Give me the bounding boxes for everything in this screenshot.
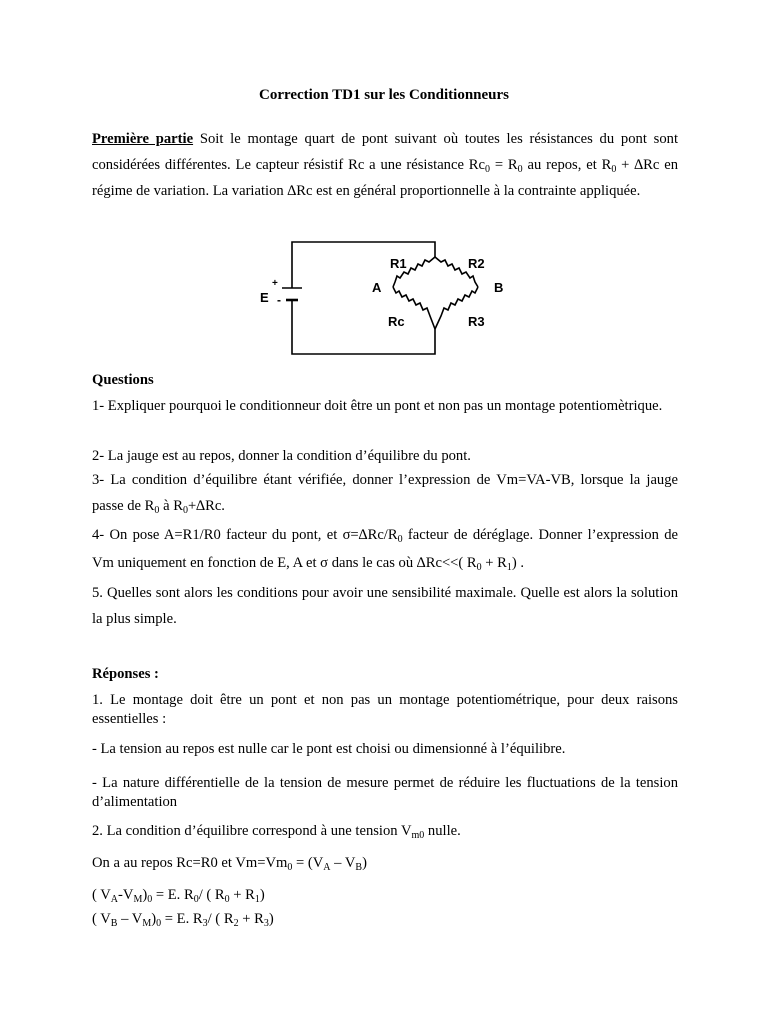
questions-heading: Questions [92, 372, 154, 388]
answer-1: 1. Le montage doit être un pont et non pas un montage potentiométrique, pour deux raisons essentielles : [92, 692, 678, 727]
question-4-text: + R [481, 555, 507, 571]
bottom-wire [292, 300, 435, 354]
question-1: 1- Expliquer pourquoi le conditionneur doit être un pont et non pas un montage potentiomètrique. [92, 398, 663, 414]
subscript: B [355, 862, 363, 873]
subscript: 0 [193, 894, 199, 905]
subscript: 0 [224, 894, 230, 905]
subscript: B [110, 918, 118, 929]
question-2: 2- La jauge est au repos, donner la condition d’équilibre du pont. [92, 448, 471, 464]
label-r3: R3 [468, 314, 485, 329]
question-3 [92, 467, 678, 519]
label-minus: - [277, 293, 281, 307]
part1-text: au repos, et R [522, 157, 612, 173]
answer-1-bullet-1: - La tension au repos est nulle car le pont est choisi ou dimensionné à l’équilibre. [92, 741, 566, 757]
question-4-text: facteur de déréglage. Donner l’expression de Vm uniquement en fonction de E, A et σ dans le cas où ∆Rc<<( R [92, 527, 678, 571]
subscript: 0 [517, 164, 523, 175]
label-r1: R1 [390, 256, 407, 271]
question-5: 5. Quelles sont alors les conditions pour avoir une sensibilité maximale. Quelle est alors la solution la plus simple. [92, 585, 678, 627]
equation-text: / ( R [198, 887, 225, 903]
subscript: M [142, 918, 152, 929]
equation-text: ) [142, 887, 148, 903]
subscript: 2 [233, 918, 239, 929]
part1-text: + ∆Rc en régime de variation. La variation ∆Rc est en général proportionnelle à la contrainte appliquée. [92, 157, 678, 199]
subscript: 0 [154, 505, 160, 516]
question-4-text: 4- On pose A=R1/R0 facteur du pont, et σ=∆Rc/R [92, 527, 398, 543]
part1-text: = R [490, 157, 518, 173]
subscript: 0 [156, 918, 162, 929]
equation-1 [92, 855, 678, 872]
part1-text: Soit le montage quart de pont suivant où toutes les résistances du pont sont considérées différentes. Le capteur résistif Rc a une résistance Rc [92, 131, 678, 173]
answer-2-text: nulle. [424, 823, 461, 839]
label-e: E [260, 290, 269, 305]
equation-text: ( V [92, 911, 111, 927]
equation-text: ( V [92, 887, 111, 903]
subscript: 0 [147, 894, 153, 905]
subscript: 1 [506, 562, 512, 573]
equation-3 [92, 911, 678, 928]
equation-2 [92, 887, 678, 904]
label-rc: Rc [388, 314, 405, 329]
page-title: Correction TD1 sur les Conditionneurs [258, 87, 510, 103]
top-wire [292, 242, 435, 288]
equation-text: = (V [292, 855, 324, 871]
circuit-wires [282, 242, 478, 354]
equation-text: ) [362, 855, 367, 871]
equation-text: = E. R [161, 911, 203, 927]
equation-text: ) [259, 887, 265, 903]
question-3-text: à R [159, 498, 183, 514]
equation-text: -V [118, 887, 134, 903]
subscript: A [110, 894, 119, 905]
subscript: 0 [485, 164, 490, 175]
subscript: 0 [397, 534, 403, 545]
equation-text: – V [117, 911, 143, 927]
question-4-text: ) . [511, 555, 525, 571]
label-node-a: A [372, 280, 382, 295]
equation-text: – V [330, 855, 356, 871]
answers-heading: Réponses : [92, 666, 159, 682]
subscript: 0 [611, 164, 617, 175]
answer-2 [92, 823, 678, 840]
question-3-text: +∆Rc. [187, 498, 225, 514]
question-3-text: 3- La condition d’équilibre étant vérifiée, donner l’expression de Vm=VA-VB, lorsque la jauge passe de R [92, 472, 678, 514]
equation-text: On a au repos Rc=R0 et Vm=Vm [92, 855, 288, 871]
label-r2: R2 [468, 256, 485, 271]
subscript: 1 [254, 894, 260, 905]
subscript: 3 [263, 918, 269, 929]
equation-text: = E. R [152, 887, 194, 903]
subscript: m0 [411, 830, 425, 841]
bridge-circuit-diagram [252, 230, 518, 360]
equation-text: / ( R [207, 911, 234, 927]
equation-text: ) [268, 911, 274, 927]
answer-1-bullet-2: - La nature différentielle de la tension de mesure permet de réduire les fluctuations de la tension d’alimentation [92, 775, 678, 810]
label-plus: + [272, 278, 278, 289]
subscript: M [133, 894, 143, 905]
subscript: 3 [202, 918, 208, 929]
label-node-b: B [494, 280, 504, 295]
equation-text: ) [151, 911, 157, 927]
subscript: 0 [287, 862, 293, 873]
subscript: 0 [182, 505, 188, 516]
equation-text: + R [238, 911, 264, 927]
equation-text: + R [229, 887, 255, 903]
question-4 [92, 521, 678, 577]
part1-label: Première partie [92, 131, 194, 147]
subscript: 0 [476, 562, 482, 573]
answer-2-text: 2. La condition d’équilibre correspond à une tension V [92, 823, 412, 839]
subscript: A [323, 862, 331, 873]
part1-paragraph [92, 126, 678, 204]
